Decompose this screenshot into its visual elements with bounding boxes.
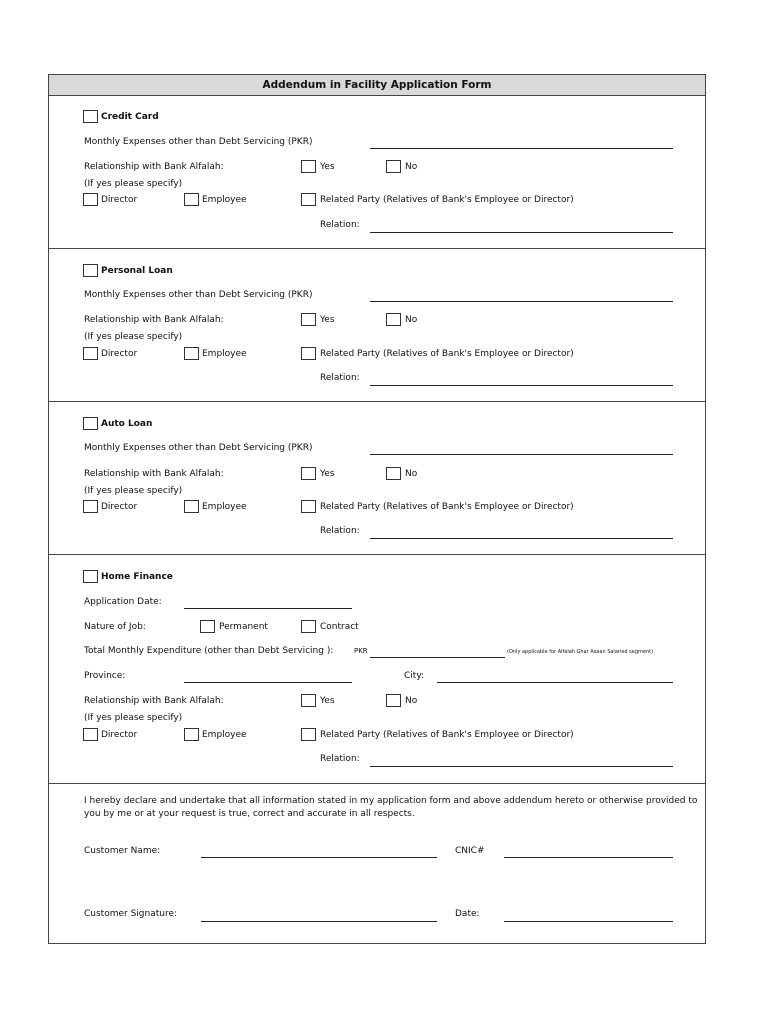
relation-label: Relation: [320,373,360,383]
employee-checkbox[interactable] [184,193,199,206]
application-date-field[interactable] [184,608,352,609]
cnic-field[interactable] [504,857,673,858]
yes-checkbox[interactable] [301,160,316,173]
no-checkbox[interactable] [386,313,401,326]
related-party-label: Related Party (Relatives of Bank's Employee or Director) [320,195,574,205]
employee-checkbox[interactable] [184,728,199,741]
city-label: City: [404,671,425,681]
applicability-note: (Only applicable for Alfalah Ghar Asaan Salaried segment) [507,649,654,655]
if-yes-label: (If yes please specify) [84,179,183,189]
application-date-label: Application Date: [84,597,162,607]
no-checkbox[interactable] [386,467,401,480]
auto-loan-checkbox[interactable] [83,417,98,430]
director-checkbox[interactable] [83,347,98,360]
employee-label: Employee [202,502,247,512]
contract-checkbox[interactable] [301,620,316,633]
yes-label: Yes [320,469,335,479]
customer-signature-label: Customer Signature: [84,909,178,919]
relation-field[interactable] [370,766,673,767]
contract-label: Contract [320,622,359,632]
home-finance-label: Home Finance [101,572,173,582]
yes-label: Yes [320,162,335,172]
auto-loan-label: Auto Loan [101,419,153,429]
if-yes-label: (If yes please specify) [84,713,183,723]
related-party-label: Related Party (Relatives of Bank's Employee or Director) [320,502,574,512]
employee-label: Employee [202,349,247,359]
nature-of-job-label: Nature of Job: [84,622,146,632]
permanent-label: Permanent [219,622,268,632]
section-declaration [49,784,705,943]
province-field[interactable] [184,682,352,683]
no-label: No [405,162,418,172]
cnic-label: CNIC# [455,846,485,856]
yes-label: Yes [320,696,335,706]
section-auto-loan [49,402,705,555]
province-label: Province: [84,671,126,681]
credit-card-label: Credit Card [101,112,159,122]
relation-field[interactable] [370,232,673,233]
no-checkbox[interactable] [386,694,401,707]
if-yes-label: (If yes please specify) [84,332,183,342]
related-party-checkbox[interactable] [301,500,316,513]
total-expenditure-label: Total Monthly Expenditure (other than Debt Servicing ): [84,646,334,656]
pkr-label: PKR [354,647,368,655]
section-personal-loan [49,249,705,402]
employee-checkbox[interactable] [184,500,199,513]
relation-label: Relation: [320,526,360,536]
related-party-label: Related Party (Relatives of Bank's Employee or Director) [320,730,574,740]
credit-card-checkbox[interactable] [83,110,98,123]
monthly-expenses-label: Monthly Expenses other than Debt Servicing (PKR) [84,443,313,453]
relationship-label: Relationship with Bank Alfalah: [84,696,224,706]
employee-label: Employee [202,195,247,205]
relation-field[interactable] [370,385,673,386]
relation-field[interactable] [370,538,673,539]
relation-label: Relation: [320,220,360,230]
employee-label: Employee [202,730,247,740]
customer-name-label: Customer Name: [84,846,161,856]
yes-checkbox[interactable] [301,313,316,326]
form-title: Addendum in Facility Application Form [49,75,705,96]
declaration-line-1: I hereby declare and undertake that all information stated in my application form and above addendum hereto or otherwise provided to [84,796,698,806]
no-label: No [405,696,418,706]
relationship-label: Relationship with Bank Alfalah: [84,315,224,325]
relationship-label: Relationship with Bank Alfalah: [84,162,224,172]
yes-checkbox[interactable] [301,467,316,480]
no-label: No [405,469,418,479]
related-party-checkbox[interactable] [301,193,316,206]
director-checkbox[interactable] [83,193,98,206]
permanent-checkbox[interactable] [200,620,215,633]
monthly-expenses-field[interactable] [370,148,673,149]
date-label: Date: [455,909,480,919]
customer-signature-field[interactable] [201,921,437,922]
declaration-line-2: you by me or at your request is true, correct and accurate in all respects. [84,809,415,819]
personal-loan-label: Personal Loan [101,266,173,276]
customer-name-field[interactable] [201,857,437,858]
relation-label: Relation: [320,754,360,764]
director-label: Director [101,349,138,359]
related-party-checkbox[interactable] [301,728,316,741]
yes-label: Yes [320,315,335,325]
monthly-expenses-field[interactable] [370,454,673,455]
date-field[interactable] [504,921,673,922]
home-finance-checkbox[interactable] [83,570,98,583]
director-checkbox[interactable] [83,500,98,513]
personal-loan-checkbox[interactable] [83,264,98,277]
no-checkbox[interactable] [386,160,401,173]
monthly-expenses-label: Monthly Expenses other than Debt Servicing (PKR) [84,290,313,300]
facility-addendum-form [48,74,706,944]
no-label: No [405,315,418,325]
city-field[interactable] [437,682,673,683]
relationship-label: Relationship with Bank Alfalah: [84,469,224,479]
related-party-label: Related Party (Relatives of Bank's Employee or Director) [320,349,574,359]
total-expenditure-field[interactable] [370,657,505,658]
director-checkbox[interactable] [83,728,98,741]
yes-checkbox[interactable] [301,694,316,707]
employee-checkbox[interactable] [184,347,199,360]
if-yes-label: (If yes please specify) [84,486,183,496]
director-label: Director [101,730,138,740]
related-party-checkbox[interactable] [301,347,316,360]
section-credit-card [49,96,705,249]
monthly-expenses-label: Monthly Expenses other than Debt Servicing (PKR) [84,137,313,147]
director-label: Director [101,195,138,205]
director-label: Director [101,502,138,512]
section-home-finance [49,555,705,784]
monthly-expenses-field[interactable] [370,301,673,302]
